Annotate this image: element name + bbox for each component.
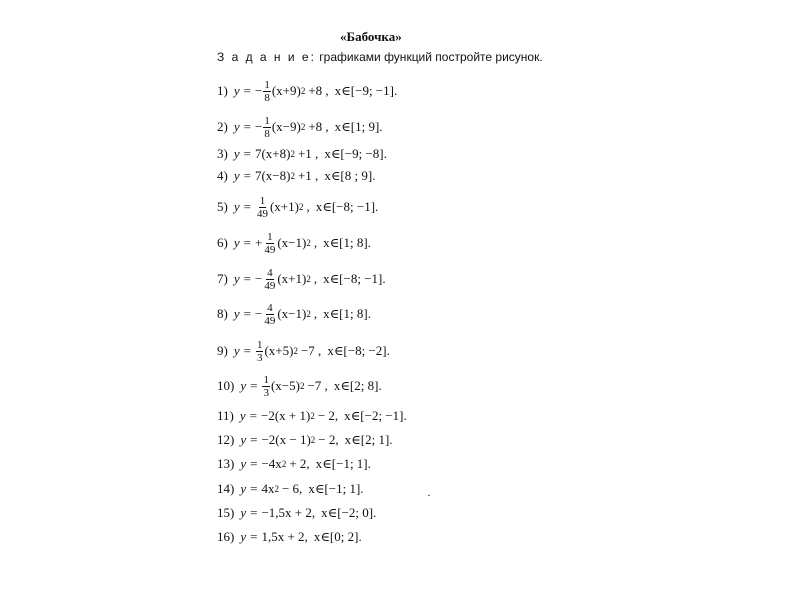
fraction-denominator: 8 — [264, 127, 270, 140]
equation-row — [217, 529, 362, 545]
equation-number: 7) — [217, 271, 228, 286]
equals-sign: = — [250, 432, 258, 447]
sign: − — [254, 83, 263, 98]
equals-sign: = — [250, 456, 258, 471]
fraction-denominator: 49 — [256, 207, 268, 220]
expression-tail: −7 , — [307, 378, 328, 393]
fraction-numerator: 1 — [263, 373, 269, 386]
equals-sign: = — [243, 168, 251, 183]
equals-sign: = — [243, 119, 251, 134]
equation-row: 5) y = $\frac{1}{49}$ (x+1) 2 , x∈[−8; −1]. — [217, 194, 379, 220]
domain: x∈[−1; 1]. — [308, 481, 364, 496]
expression-body: (x−1) — [277, 306, 307, 321]
equation-row: 14) y = 4x 2 − 6, x∈[−1; 1]. — [217, 481, 364, 496]
equation-row: 1) y = − $\frac{1}{8}$ (x+9) 2 +8 , x∈[−9; −1]. — [217, 78, 398, 104]
fraction — [263, 267, 276, 292]
equation-row: 6) y = + $\frac{1}{49}$ (x−1) 2 , x∈[1; 8]. — [217, 230, 371, 256]
expression-tail: − 2, — [318, 432, 339, 447]
fraction — [263, 231, 276, 256]
equals-sign: = — [250, 378, 258, 393]
domain: x∈[−2; −1]. — [344, 408, 407, 423]
y-symbol: y — [233, 271, 240, 286]
equation-row: 11) y = −2(x + 1) 2 − 2, x∈[−2; −1]. — [217, 408, 407, 423]
equation-row: 8) y = − $\frac{4}{49}$ (x−1) 2 , x∈[1; 8]. — [217, 301, 371, 327]
y-symbol: y — [233, 119, 240, 134]
y-symbol: y — [239, 408, 246, 423]
fraction — [262, 374, 270, 399]
fraction-denominator: 49 — [264, 243, 276, 256]
y-symbol: y — [240, 529, 247, 544]
sign: − — [254, 306, 263, 321]
task-text: графиками функций постройте рисунок. — [319, 50, 543, 64]
domain: x∈[8 ; 9]. — [324, 168, 376, 183]
equation-number: 12) — [217, 432, 235, 447]
fraction — [263, 302, 276, 327]
domain: x∈[2; 8]. — [333, 378, 382, 393]
fraction-numerator: 1 — [256, 338, 263, 351]
y-symbol: y — [233, 146, 240, 161]
equation-row: 9) y = $\frac{1}{3}$ (x+5) 2 −7 , x∈[−8; −2]. — [217, 338, 390, 364]
fraction-denominator: 3 — [263, 386, 269, 399]
expression-body: (x−5) — [270, 378, 300, 393]
fraction-denominator: 8 — [264, 91, 270, 104]
expression-tail: , — [313, 306, 318, 321]
domain: x∈[−8; −1]. — [323, 271, 386, 286]
domain: x∈[−8; −1]. — [315, 199, 379, 214]
equals-sign: = — [250, 481, 258, 496]
expression-tail: , — [313, 235, 318, 250]
expression-body: (x+1) — [277, 271, 307, 286]
expression-body: (x+1) — [269, 199, 299, 214]
y-symbol: y — [240, 378, 247, 393]
expression-body: −2(x + 1) — [260, 408, 311, 423]
expression-body: 1,5x + 2, — [261, 529, 308, 544]
equals-sign: = — [243, 83, 251, 98]
equation-number: 9) — [217, 343, 228, 358]
domain: x∈[1; 8]. — [323, 235, 371, 250]
expression-tail: , — [306, 199, 310, 214]
y-symbol: y — [240, 505, 247, 520]
y-symbol: y — [233, 168, 240, 183]
expression-tail: − 2, — [317, 408, 339, 423]
equation-number: 15) — [217, 505, 235, 520]
expression-tail: +1 , — [297, 168, 319, 183]
expression-tail: +8 , — [308, 119, 329, 134]
expression-body: 7(x−8) — [254, 168, 291, 183]
expression-body: −2(x − 1) — [261, 432, 311, 447]
equation-row: 4) y = 7(x−8) 2 +1 , x∈[8 ; 9]. — [217, 168, 376, 183]
sign: − — [254, 119, 263, 134]
equals-sign: = — [243, 271, 251, 286]
equals-sign: = — [250, 505, 258, 520]
domain: x∈[0; 2]. — [313, 529, 362, 544]
fraction-numerator: 4 — [267, 301, 273, 314]
y-symbol: y — [240, 456, 247, 471]
equation-row — [217, 505, 376, 521]
task-line — [217, 50, 543, 64]
expression-tail: + 2, — [289, 456, 310, 471]
equation-number: 16) — [217, 529, 235, 544]
expression-tail: −7 , — [300, 343, 322, 358]
expression-body: (x+5) — [264, 343, 294, 358]
expression-body: −1,5x + 2, — [261, 505, 316, 520]
equation-number: 3) — [217, 146, 228, 161]
expression-tail: +8 , — [308, 83, 329, 98]
equation-number: 6) — [217, 235, 228, 250]
stray-mark: · — [427, 488, 431, 502]
equation-row: 13) y = −4x 2 + 2, x∈[−1; 1]. — [217, 456, 371, 471]
domain: x∈[1; 9]. — [334, 119, 383, 134]
expression-body: (x+9) — [271, 83, 301, 98]
fraction — [263, 115, 271, 140]
expression-body: (x−9) — [271, 119, 301, 134]
domain: x∈[−2; 0]. — [321, 505, 377, 520]
equation-number: 1) — [217, 83, 228, 98]
equation-row: 10) y = $\frac{1}{3}$ (x−5) 2 −7 , x∈[2; 8]. — [217, 373, 382, 399]
y-symbol: y — [233, 306, 240, 321]
fraction-numerator: 1 — [264, 114, 270, 127]
equals-sign: = — [243, 199, 251, 214]
equals-sign: = — [250, 529, 258, 544]
fraction-denominator: 49 — [264, 314, 276, 327]
expression-tail: +1 , — [297, 146, 319, 161]
domain: x∈[1; 8]. — [323, 306, 371, 321]
equation-number: 5) — [217, 199, 228, 214]
y-symbol: y — [233, 235, 240, 250]
y-symbol: y — [233, 83, 240, 98]
equals-sign: = — [243, 306, 251, 321]
sign: + — [254, 235, 263, 250]
y-symbol: y — [233, 199, 240, 214]
y-symbol: y — [240, 432, 247, 447]
equation-number: 14) — [217, 481, 235, 496]
fraction-numerator: 1 — [259, 194, 266, 207]
equals-sign: = — [243, 235, 251, 250]
expression-body: 7(x+8) — [254, 146, 291, 161]
equation-number: 4) — [217, 168, 228, 183]
document-title: «Бабочка» — [340, 29, 402, 44]
fraction-numerator: 1 — [267, 230, 273, 243]
equation-row: 2) y = − $\frac{1}{8}$ (x−9) 2 +8 , x∈[1; 9]. — [217, 114, 383, 140]
domain: x∈[−8; −2]. — [327, 343, 390, 358]
expression-body: 4x — [261, 481, 275, 496]
equation-number: 10) — [217, 378, 235, 393]
y-symbol: y — [240, 481, 247, 496]
equation-number: 8) — [217, 306, 228, 321]
sign: − — [254, 271, 263, 286]
expression-tail: − 6, — [281, 481, 303, 496]
equation-row: 7) y = − $\frac{4}{49}$ (x+1) 2 , x∈[−8; −1]. — [217, 266, 386, 292]
task-label: З а д а н и е: — [217, 50, 316, 64]
equation-row: 3) y = 7(x+8) 2 +1 , x∈[−9; −8]. — [217, 146, 387, 161]
equation-number: 13) — [217, 456, 235, 471]
fraction — [256, 195, 269, 220]
fraction — [256, 339, 264, 364]
equation-row: 12) y = −2(x − 1) 2 − 2, x∈[2; 1]. — [217, 432, 393, 447]
expression-tail: , — [313, 271, 318, 286]
fraction-numerator: 4 — [267, 266, 273, 279]
domain: x∈[2; 1]. — [344, 432, 393, 447]
y-symbol: y — [233, 343, 240, 358]
equals-sign: = — [243, 146, 251, 161]
equation-number: 2) — [217, 119, 228, 134]
expression-body: −4x — [261, 456, 282, 471]
equation-number: 11) — [217, 408, 234, 423]
domain: x∈[−1; 1]. — [315, 456, 371, 471]
domain: x∈[−9; −1]. — [334, 83, 398, 98]
fraction-denominator: 3 — [256, 351, 263, 364]
fraction-numerator: 1 — [264, 78, 270, 91]
fraction-denominator: 49 — [264, 279, 276, 292]
domain: x∈[−9; −8]. — [324, 146, 387, 161]
equals-sign: = — [243, 343, 251, 358]
equals-sign: = — [249, 408, 257, 423]
fraction — [263, 79, 271, 104]
expression-body: (x−1) — [277, 235, 307, 250]
